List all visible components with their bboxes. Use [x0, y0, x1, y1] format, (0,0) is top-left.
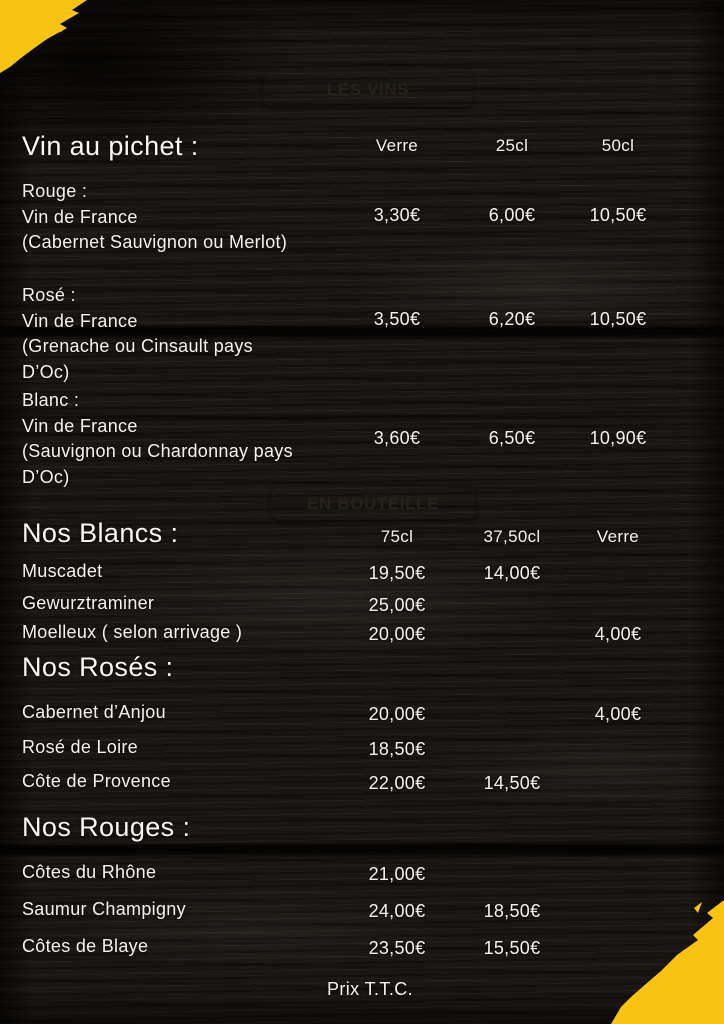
- wine-name: Côtes du Rhône: [22, 862, 157, 882]
- price-verre: 4,00€: [594, 624, 642, 644]
- price-50cl: 10,50€: [589, 309, 647, 329]
- wine-row-cabernet-anjou: [0, 700, 724, 726]
- price-verre: [570, 897, 666, 899]
- item-line: Blanc :: [22, 390, 80, 410]
- price-3750cl: 18,50€: [483, 901, 541, 921]
- price-verre: [570, 559, 666, 561]
- price-verre: 3,60€: [373, 428, 421, 448]
- item-line: (Cabernet Sauvignon ou Merlot): [22, 232, 288, 252]
- wine-name: Saumur Champigny: [22, 899, 186, 919]
- wine-name: Côtes de Blaye: [22, 936, 149, 956]
- price-75cl: 18,50€: [368, 739, 426, 759]
- price-verre: 3,30€: [373, 205, 421, 225]
- wine-row-cotes-du-rhone: [0, 860, 724, 886]
- price-75cl: 20,00€: [368, 704, 426, 724]
- item-line: (Sauvignon ou Chardonnay pays D’Oc): [22, 441, 293, 487]
- price-25cl: 6,50€: [488, 428, 536, 448]
- price-verre: [570, 591, 666, 593]
- pichet-column-50cl: 50cl: [601, 136, 635, 155]
- price-verre: 3,50€: [373, 309, 421, 329]
- price-verre: [570, 769, 666, 771]
- item-line: Vin de France: [22, 310, 138, 331]
- price-verre: [570, 934, 666, 936]
- item-line: D’Oc): [22, 361, 70, 382]
- pichet-column-verre: Verre: [375, 136, 419, 155]
- pichet-item-rose: [0, 283, 724, 385]
- price-75cl: 25,00€: [368, 595, 426, 615]
- bouteille-column-headers: [0, 527, 724, 547]
- wine-row-rose-de-loire: [0, 735, 724, 761]
- banner-les-vins-label: LES VINS: [326, 80, 410, 99]
- price-50cl: 10,50€: [589, 205, 647, 225]
- section-heading-rouges: Nos Rouges :: [22, 812, 191, 842]
- price-25cl: 6,00€: [488, 205, 536, 225]
- bouteille-column-3750cl: 37,50cl: [483, 527, 541, 546]
- wine-row-moelleux: [0, 620, 724, 646]
- pichet-item-rouge: [0, 179, 724, 256]
- brush-corner-top-left-icon: [0, 0, 118, 92]
- item-line: Rosé :: [22, 285, 76, 305]
- bouteille-column-verre: Verre: [596, 527, 640, 546]
- wine-name: Gewurztraminer: [22, 593, 155, 613]
- price-3750cl: [454, 591, 570, 593]
- wine-row-cotes-de-blaye: [0, 934, 724, 960]
- price-75cl: 23,50€: [368, 938, 426, 958]
- price-3750cl: [454, 860, 570, 862]
- wine-row-muscadet: [0, 559, 724, 585]
- price-verre: [570, 860, 666, 862]
- wine-name: Cabernet d’Anjou: [22, 702, 166, 722]
- wine-row-gewurztraminer: [0, 591, 724, 617]
- price-75cl: 19,50€: [368, 563, 426, 583]
- price-3750cl: [454, 700, 570, 702]
- price-3750cl: [454, 620, 570, 622]
- wine-name: Muscadet: [22, 561, 103, 581]
- price-25cl: 6,20€: [488, 309, 536, 329]
- price-50cl: 10,90€: [589, 428, 647, 448]
- pichet-column-headers: [0, 136, 724, 156]
- price-75cl: 20,00€: [368, 624, 426, 644]
- item-line: Vin de France: [22, 206, 138, 227]
- price-3750cl: 14,50€: [483, 773, 541, 793]
- wine-name: Rosé de Loire: [22, 737, 138, 757]
- item-line: (Grenache ou Cinsault pays: [22, 336, 253, 356]
- wine-row-saumur-champigny: [0, 897, 724, 923]
- price-verre: [570, 735, 666, 737]
- pichet-item-blanc: [0, 388, 724, 490]
- banner-les-vins: [263, 73, 473, 107]
- footer-prix-ttc: Prix T.T.C.: [326, 979, 414, 999]
- price-3750cl: 15,50€: [483, 938, 541, 958]
- banner-en-bouteille: [271, 487, 475, 520]
- wine-name: Côte de Provence: [22, 771, 171, 791]
- price-verre: 4,00€: [594, 704, 642, 724]
- wine-name: Moelleux ( selon arrivage ): [22, 622, 243, 642]
- price-3750cl: 14,00€: [483, 563, 541, 583]
- pichet-heading: Vin au pichet :: [22, 131, 199, 161]
- pichet-column-25cl: 25cl: [495, 136, 529, 155]
- price-3750cl: [454, 735, 570, 737]
- price-75cl: 22,00€: [368, 773, 426, 793]
- price-75cl: 24,00€: [368, 901, 426, 921]
- section-heading-blancs: Nos Blancs :: [22, 518, 179, 548]
- bouteille-column-75cl: 75cl: [380, 527, 414, 546]
- item-line: Rouge :: [22, 181, 88, 201]
- item-line: Vin de France: [22, 415, 138, 436]
- section-heading-roses: Nos Rosés :: [22, 652, 174, 682]
- price-75cl: 21,00€: [368, 864, 426, 884]
- wine-row-cote-de-provence: [0, 769, 724, 795]
- banner-en-bouteille-label: EN BOUTEILLE: [307, 493, 439, 513]
